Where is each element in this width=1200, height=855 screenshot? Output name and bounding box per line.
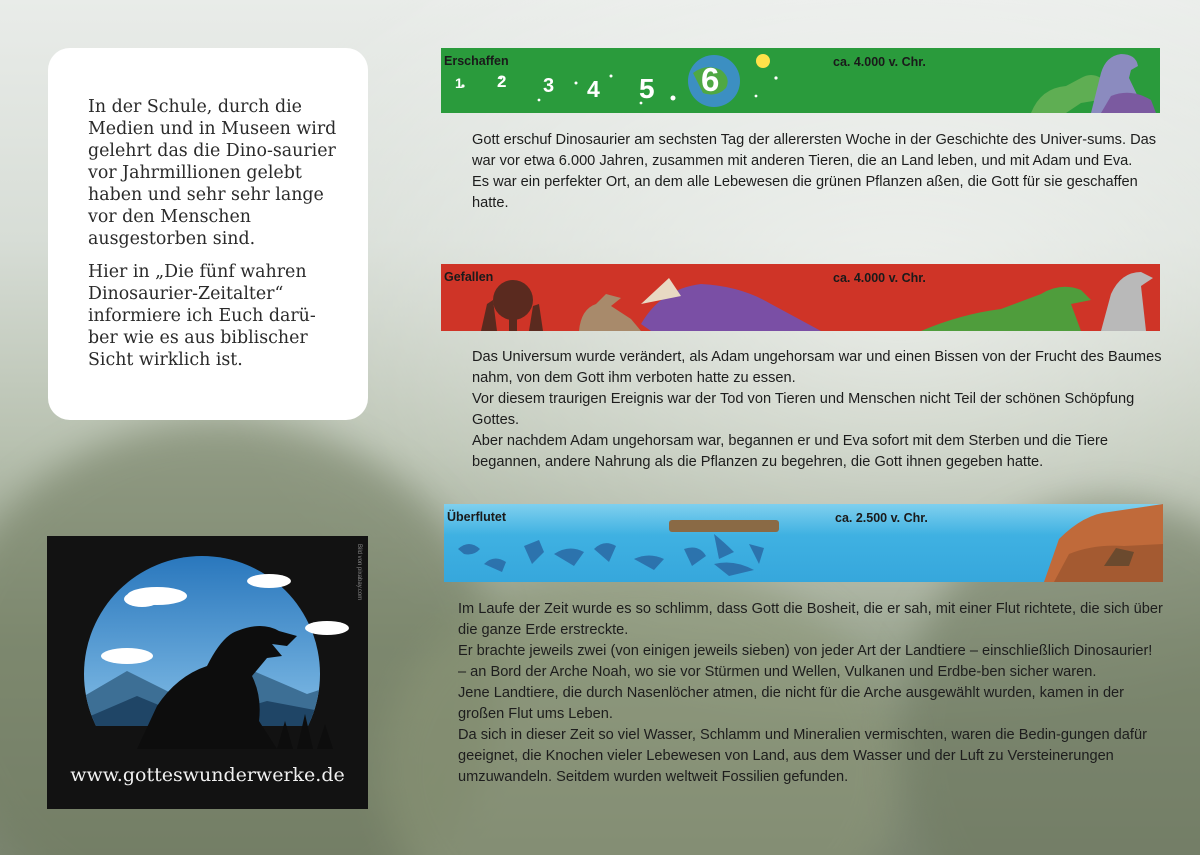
section-flooded-text <box>458 599 1163 788</box>
banner-created <box>441 48 1160 113</box>
paragraph: Im Laufe der Zeit wurde es so schlimm, dass Gott die Bosheit, die er sah, mit einer Flut richtete, die sich über die ganze Erde erstreckte. <box>458 601 1163 638</box>
paragraph: Es war ein perfekter Ort, an dem alle Lebewesen die grünen Pflanzen aßen, die Gott für sie geschaffen hatte. <box>472 174 1138 211</box>
flood-illustration <box>444 504 1163 582</box>
paragraph: Aber nachdem Adam ungehorsam war, begannen er und Eva sofort mit dem Sterben und die Tiere begannen, andere Nahrung als die Pflanzen zu begehren, die Gott ihnen gegeben hatte. <box>472 433 1109 470</box>
website-logo[interactable] <box>47 536 368 809</box>
paragraph: Vor diesem traurigen Ereignis war der Tod von Tieren und Menschen nicht Teil der schönen Schöpfung Gottes. <box>472 391 1135 428</box>
intro-paragraph: In der Schule, durch die Medien und in Museen wird gelehrt das die Dino-saurier vor Jahrmillionen gelebt haben und sehr sehr lange vor den Menschen ausgestorben sind. <box>88 97 337 249</box>
banner-date: ca. 2.500 v. Chr. <box>835 511 928 525</box>
intro-card <box>48 48 368 420</box>
paragraph: Jene Landtiere, die durch Nasenlöcher atmen, die nicht für die Arche ausgewählt wurden, kamen in der großen Flut ums Leben. <box>458 685 1125 722</box>
dinosaur-silhouette-illustration <box>47 536 368 749</box>
section-fallen-text <box>472 347 1162 473</box>
banner-date: ca. 4.000 v. Chr. <box>833 271 926 285</box>
paragraph: Das Universum wurde verändert, als Adam ungehorsam war und einen Bissen von der Frucht des Baumes nahm, von dem Gott ihm verboten hatte zu essen. <box>472 349 1162 386</box>
intro-paragraph: Hier in „Die fünf wahren Dinosaurier-Zeitalter“ informiere ich Euch darü-ber wie es aus biblischer Sicht wirklich ist. <box>88 262 316 370</box>
website-url[interactable]: www.gotteswunderwerke.de <box>70 764 345 786</box>
paragraph: Da sich in dieser Zeit so viel Wasser, Schlamm und Mineralien vermischten, waren die Bedin-gungen dafür geeignet, die Knochen vieler Lebewesen von Land, aus dem Wasser und der Luft zu Versteinerungen umzuwandeln. Seitdem wurden weltweit Fossilien gefunden. <box>458 727 1147 785</box>
banner-title: Überflutet <box>447 510 507 524</box>
day-number: 4 <box>587 76 600 102</box>
banner-flooded <box>444 504 1163 582</box>
banner-title: Gefallen <box>444 270 494 284</box>
banner-title: Erschaffen <box>444 54 509 68</box>
fall-illustration <box>441 264 1160 331</box>
paragraph: Gott erschuf Dinosaurier am sechsten Tag der allerersten Woche in der Geschichte des Univer-sums. Das war vor etwa 6.000 Jahren, zusammen mit anderen Tieren, die an Land leben, und mit Adam und Eva. <box>472 132 1157 169</box>
day-number: 1 <box>455 75 463 91</box>
section-created-text <box>472 130 1162 214</box>
day-number: 5 <box>639 73 655 104</box>
banner-fallen <box>441 264 1160 331</box>
image-credit: Bild von pixabay.com <box>356 544 362 601</box>
day-number: 6 <box>701 61 720 98</box>
paragraph: Er brachte jeweils zwei (von einigen jeweils sieben) von jeder Art der Landtiere – einschließlich Dinosaurier! – an Bord der Arche Noah, wo sie vor Stürmen und Wellen, Vulkanen und Erdbe-ben sicher waren. <box>458 643 1153 680</box>
day-number: 2 <box>497 72 507 91</box>
day-number: 3 <box>543 75 555 97</box>
banner-date: ca. 4.000 v. Chr. <box>833 55 926 69</box>
